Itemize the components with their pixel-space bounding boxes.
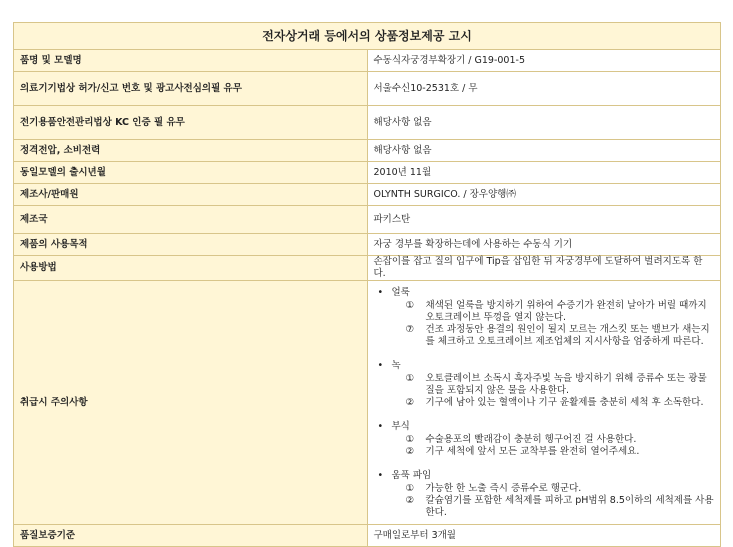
item-text: 칼슘염기를 포함한 세척제를 피하고 pH범위 8.5이하의 세척제를 사용한다.: [425, 494, 714, 518]
row-label: 품명 및 모델명: [14, 50, 368, 72]
item-text: 채색된 얼룩을 방지하기 위하여 수증기가 완전히 날아가 버릴 때까지 오토크레이브 뚜껑을 열지 않는다.: [425, 299, 707, 323]
title-row: [14, 23, 721, 50]
caution-section-rust: [378, 360, 715, 409]
item-text: 오토클레이브 소독시 흑자주빛 녹을 방지하기 위해 증류수 또는 광물질을 포함되지 않은 물을 사용한다.: [425, 372, 707, 396]
section-title: 얼룩: [391, 287, 410, 298]
table-row: [14, 162, 721, 184]
caution-content: [367, 281, 721, 525]
caution-row: [14, 281, 721, 525]
row-value: 2010년 11월: [367, 162, 721, 184]
bullet-icon: •: [377, 360, 384, 371]
warranty-label: 품질보증기준: [14, 525, 368, 547]
table-row: [14, 525, 721, 547]
table-row: [14, 106, 721, 140]
row-label: 동일모델의 출시년월: [14, 162, 368, 184]
row-value: OLYNTH SURGICO. / 장우양행㈜: [367, 184, 721, 206]
table-row: [14, 140, 721, 162]
table-row: [14, 50, 721, 72]
item-number: ①: [405, 482, 415, 494]
row-label: 전기용품안전관리법상 KC 인증 필 유무: [14, 106, 368, 140]
item-number: ⑦: [405, 323, 415, 335]
product-info-table: [13, 22, 721, 547]
item-text: 수술용포의 빨래감이 충분히 헹구어진 걸 사용한다.: [425, 433, 637, 445]
item-text: 가능한 한 노출 즉시 증류수로 행군다.: [425, 482, 582, 494]
caution-section-stain: [378, 287, 715, 348]
section-title: 녹: [391, 360, 401, 371]
item-text: 건조 과정동안 용결의 원인이 될지 모르는 개스킷 또는 밸브가 새는지를 체크하고 오토크레이브 제조업체의 지시사항을 엄중하게 따른다.: [425, 323, 710, 347]
product-info-notice: [13, 22, 721, 547]
item-number: ②: [405, 494, 415, 506]
row-label: 제조사/판매원: [14, 184, 368, 206]
section-title: 움푹 파임: [391, 470, 432, 481]
section-title: 부식: [391, 421, 410, 432]
table-row: [14, 184, 721, 206]
table-row: [14, 72, 721, 106]
row-label: 의료기기법상 허가/신고 번호 및 광고사전심의필 유무: [14, 72, 368, 106]
item-number: ①: [405, 299, 415, 311]
row-value: 해당사항 없음: [367, 106, 721, 140]
caution-label: 취급시 주의사항: [14, 281, 368, 525]
row-value: 수동식자궁경부확장기 / G19-001-5: [367, 50, 721, 72]
row-label: 제품의 사용목적: [14, 234, 368, 256]
row-value: 자궁 경부를 확장하는데에 사용하는 수동식 기기: [367, 234, 721, 256]
bullet-icon: •: [377, 470, 384, 481]
row-label: 사용방법: [14, 256, 368, 281]
item-number: ②: [405, 396, 415, 408]
caution-section-corrosion: [378, 421, 715, 458]
row-label: 정격전압, 소비전력: [14, 140, 368, 162]
bullet-icon: •: [377, 421, 384, 432]
row-label: 제조국: [14, 206, 368, 234]
row-value: 서울수신10-2531호 / 무: [367, 72, 721, 106]
row-value: 파키스탄: [367, 206, 721, 234]
table-row: [14, 206, 721, 234]
item-number: ①: [405, 433, 415, 445]
table-row: [14, 256, 721, 281]
item-text: 기구 세척에 앞서 모든 교착부를 완전히 열어주세요.: [425, 445, 640, 457]
item-number: ①: [405, 372, 415, 384]
warranty-value: 구매일로부터 3개월: [367, 525, 721, 547]
item-text: 기구에 남아 있는 혈액이나 기구 윤활제를 충분히 세척 후 소독한다.: [425, 396, 704, 408]
row-value: 해당사항 없음: [367, 140, 721, 162]
table-row: [14, 234, 721, 256]
bullet-icon: •: [377, 287, 384, 298]
notice-title: 전자상거래 등에서의 상품정보제공 고시: [14, 23, 721, 50]
item-number: ②: [405, 445, 415, 457]
row-value: 손잡이를 잡고 질의 입구에 Tip을 삽입한 뒤 자궁경부에 도달하여 벌려지도록 한다.: [367, 256, 721, 281]
caution-section-pitting: [378, 470, 715, 519]
